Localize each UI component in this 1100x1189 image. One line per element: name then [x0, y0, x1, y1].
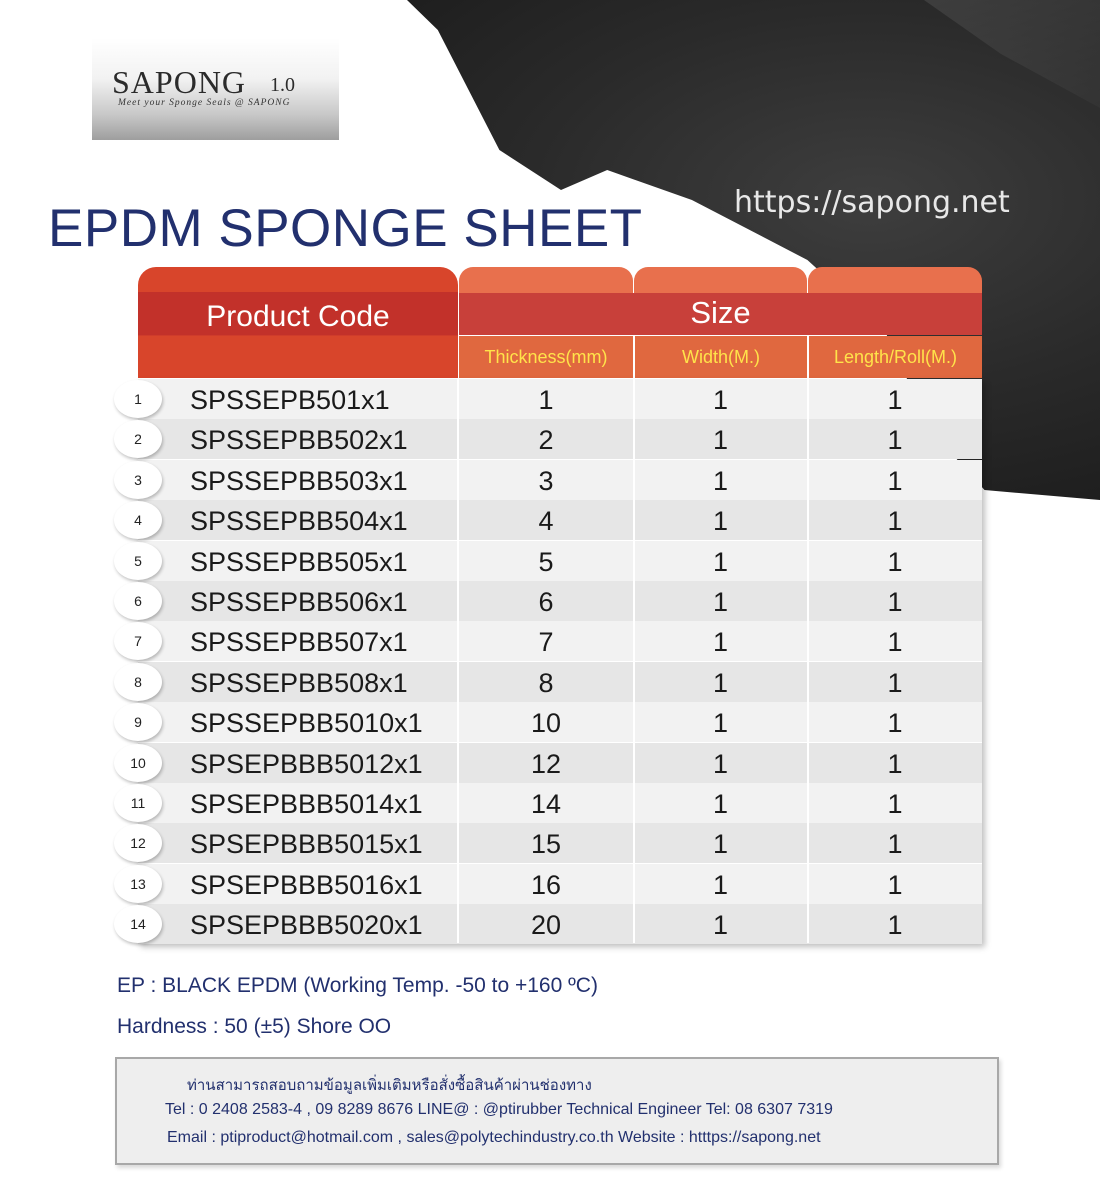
width-cell: 1	[712, 789, 729, 819]
thickness-cell: 5	[538, 547, 554, 577]
product-code-cell: SPSEPBBB5020x1	[190, 910, 423, 940]
width-cell: 1	[712, 385, 729, 415]
product-code-cell: SPSSEPB501x1	[190, 385, 390, 415]
logo-tagline: Meet your Sponge Seals @ SAPONG	[118, 98, 291, 108]
row-number-badge: 5	[114, 542, 162, 580]
length-cell: 1	[887, 506, 903, 536]
thickness-cell: 2	[538, 425, 554, 455]
product-code-cell: SPSEPBBB5016x1	[190, 870, 423, 900]
thickness-cell: 8	[538, 668, 554, 698]
row-number-badge: 11	[114, 784, 162, 822]
product-code-header: Product Code	[206, 300, 390, 333]
thickness-cell: 3	[538, 466, 554, 496]
column-divider	[807, 378, 809, 943]
row-number-badge: 7	[114, 622, 162, 660]
table-row	[138, 621, 982, 661]
thickness-cell: 4	[538, 506, 554, 536]
width-cell: 1	[712, 506, 729, 536]
length-cell: 1	[887, 627, 903, 657]
width-cell: 1	[712, 466, 729, 496]
contact-box	[115, 1057, 999, 1165]
width-cell: 1	[712, 708, 729, 738]
product-code-cell: SPSSEPBB508x1	[190, 668, 408, 698]
material-note: EP : BLACK EPDM (Working Temp. -50 to +160 ºC)	[117, 974, 598, 997]
row-number-badge: 14	[114, 905, 162, 943]
width-cell: 1	[712, 587, 729, 617]
product-code-cell: SPSSEPBB506x1	[190, 587, 408, 617]
row-number-badge: 1	[114, 380, 162, 418]
length-cell: 1	[887, 425, 903, 455]
product-code-cell: SPSSEPBB503x1	[190, 466, 408, 496]
row-number-badge: 2	[114, 420, 162, 458]
page-title: EPDM SPONGE SHEET	[48, 199, 643, 258]
website-url[interactable]: https://sapong.net	[734, 185, 1010, 220]
product-code-cell: SPSSEPBB5010x1	[190, 708, 423, 738]
width-cell: 1	[712, 910, 729, 940]
row-number-badge: 6	[114, 582, 162, 620]
column-divider	[457, 378, 459, 943]
product-code-cell: SPSSEPBB507x1	[190, 627, 408, 657]
product-code-cell: SPSEPBBB5014x1	[190, 789, 423, 819]
width-cell: 1	[712, 547, 729, 577]
row-number-badge: 8	[114, 663, 162, 701]
width-cell: 1	[712, 870, 729, 900]
row-number-badge: 13	[114, 865, 162, 903]
table-row	[138, 541, 982, 581]
table-row	[138, 904, 982, 944]
width-cell: 1	[712, 829, 729, 859]
table-row	[138, 702, 982, 742]
table-row	[138, 500, 982, 540]
column-header-length: Length/Roll(M.)	[809, 336, 982, 378]
thickness-cell: 1	[538, 385, 554, 415]
thickness-cell: 6	[538, 587, 554, 617]
thickness-cell: 14	[530, 789, 562, 819]
table-row	[138, 783, 982, 823]
length-cell: 1	[887, 910, 903, 940]
thickness-cell: 7	[538, 627, 554, 657]
table-row	[138, 864, 982, 904]
logo-version: 1.0	[270, 74, 295, 96]
thickness-cell: 10	[530, 708, 562, 738]
thickness-cell: 12	[530, 749, 562, 779]
table-row	[138, 662, 982, 702]
length-cell: 1	[887, 668, 903, 698]
row-number-badge: 3	[114, 461, 162, 499]
row-number-badge: 12	[114, 824, 162, 862]
product-code-header-cell	[138, 292, 458, 378]
product-code-cell: SPSSEPBB502x1	[190, 425, 408, 455]
table-row	[138, 419, 982, 459]
row-number-badge: 10	[114, 744, 162, 782]
product-code-cell: SPSEPBBB5012x1	[190, 749, 423, 779]
length-cell: 1	[887, 789, 903, 819]
column-header-thickness: Thickness(mm)	[459, 336, 633, 378]
length-cell: 1	[887, 547, 903, 577]
width-cell: 1	[712, 749, 729, 779]
table-row	[138, 581, 982, 621]
logo-brand: SAPONG	[112, 64, 247, 100]
column-header-width: Width(M.)	[635, 336, 807, 378]
length-cell: 1	[887, 829, 903, 859]
length-cell: 1	[887, 708, 903, 738]
row-number-badge: 4	[114, 501, 162, 539]
contact-email: Email : ptiproduct@hotmail.com , sales@polytechindustry.co.th Website : htttps://sapong.net	[167, 1129, 821, 1146]
thickness-cell: 16	[530, 870, 562, 900]
product-code-cell: SPSSEPBB505x1	[190, 547, 408, 577]
table-row	[138, 823, 982, 863]
length-cell: 1	[887, 466, 903, 496]
table-row	[138, 379, 982, 419]
size-header: Size	[459, 293, 982, 335]
product-code-cell: SPSSEPBB504x1	[190, 506, 408, 536]
hardness-note: Hardness : 50 (±5) Shore OO	[117, 1015, 392, 1038]
contact-intro: ท่านสามารถสอบถามข้อมูลเพิ่มเติมหรือสั่งซื้อสินค้าผ่านช่องทาง	[187, 1077, 592, 1094]
thickness-cell: 15	[530, 829, 562, 859]
length-cell: 1	[887, 385, 903, 415]
column-divider	[633, 378, 635, 943]
row-number-badge: 9	[114, 703, 162, 741]
product-code-cell: SPSEPBBB5015x1	[190, 829, 423, 859]
sapong-logo	[92, 38, 339, 140]
width-cell: 1	[712, 627, 729, 657]
width-cell: 1	[712, 668, 729, 698]
table-row	[138, 743, 982, 783]
length-cell: 1	[887, 587, 903, 617]
length-cell: 1	[887, 749, 903, 779]
table-row	[138, 460, 982, 500]
thickness-cell: 20	[530, 910, 562, 940]
width-cell: 1	[712, 425, 729, 455]
contact-tel: Tel : 0 2408 2583-4 , 09 8289 8676 LINE@ : @ptirubber Technical Engineer Tel: 08 6307 7319	[165, 1101, 833, 1118]
length-cell: 1	[887, 870, 903, 900]
